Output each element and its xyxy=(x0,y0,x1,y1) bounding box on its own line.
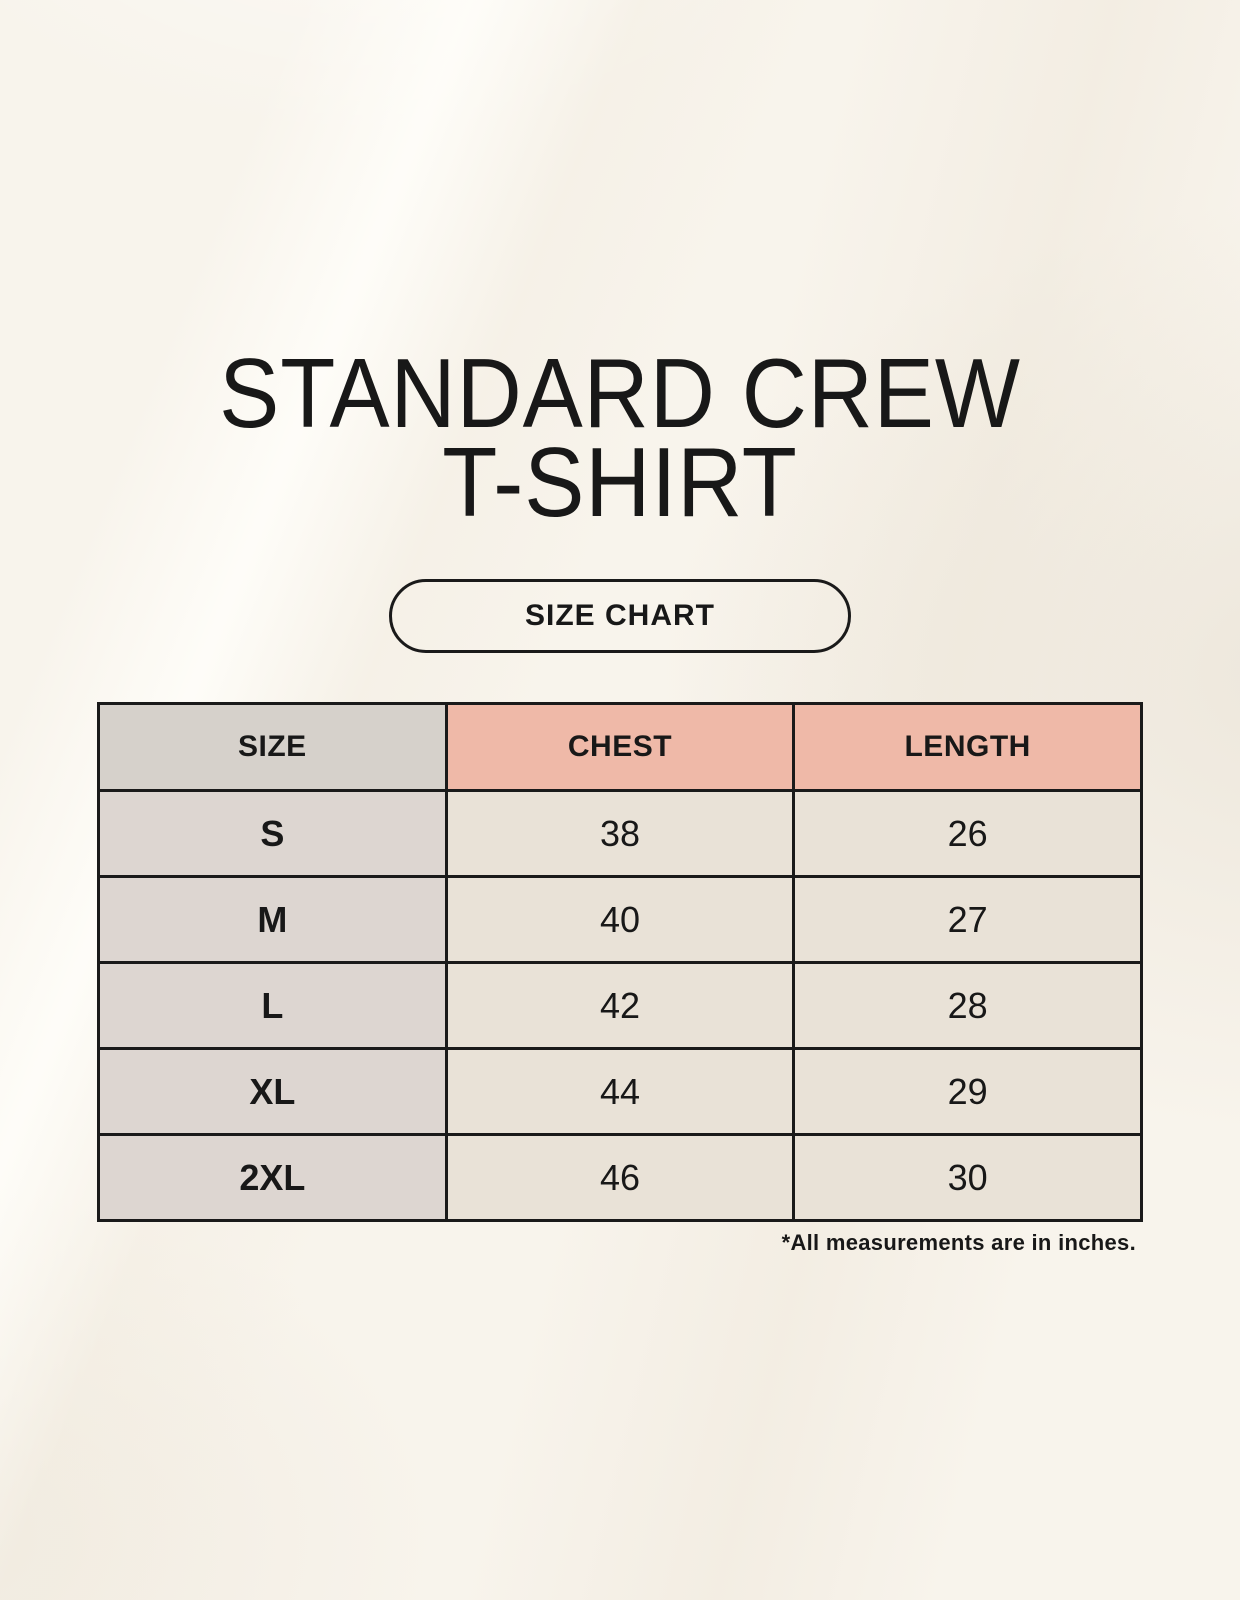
chest-cell-xl: 44 xyxy=(448,1050,793,1133)
chest-cell-s: 38 xyxy=(448,792,793,875)
size-chart-button-label: SIZE CHART xyxy=(525,599,715,632)
measurements-footnote: *All measurements are in inches. xyxy=(781,1230,1136,1255)
size-chart-button[interactable] xyxy=(389,579,851,653)
chest-cell-m: 40 xyxy=(448,878,793,961)
header-cell-length: LENGTH xyxy=(795,705,1140,789)
size-cell-s: S xyxy=(100,792,445,875)
length-cell-xl: 29 xyxy=(795,1050,1140,1133)
page-title-line-2: T-SHIRT xyxy=(442,427,798,537)
chest-cell-2xl: 46 xyxy=(448,1136,793,1219)
size-cell-xl: XL xyxy=(100,1050,445,1133)
length-cell-s: 26 xyxy=(795,792,1140,875)
length-cell-l: 28 xyxy=(795,964,1140,1047)
length-cell-2xl: 30 xyxy=(795,1136,1140,1219)
size-cell-l: L xyxy=(100,964,445,1047)
size-cell-m: M xyxy=(100,878,445,961)
chest-cell-l: 42 xyxy=(448,964,793,1047)
size-table xyxy=(97,702,1143,1222)
page-title-line-1: STANDARD CREW xyxy=(219,338,1021,448)
header-cell-chest: CHEST xyxy=(448,705,793,789)
page-title xyxy=(50,338,1191,537)
size-cell-2xl: 2XL xyxy=(100,1136,445,1219)
header-cell-size: SIZE xyxy=(100,705,445,789)
length-cell-m: 27 xyxy=(795,878,1140,961)
